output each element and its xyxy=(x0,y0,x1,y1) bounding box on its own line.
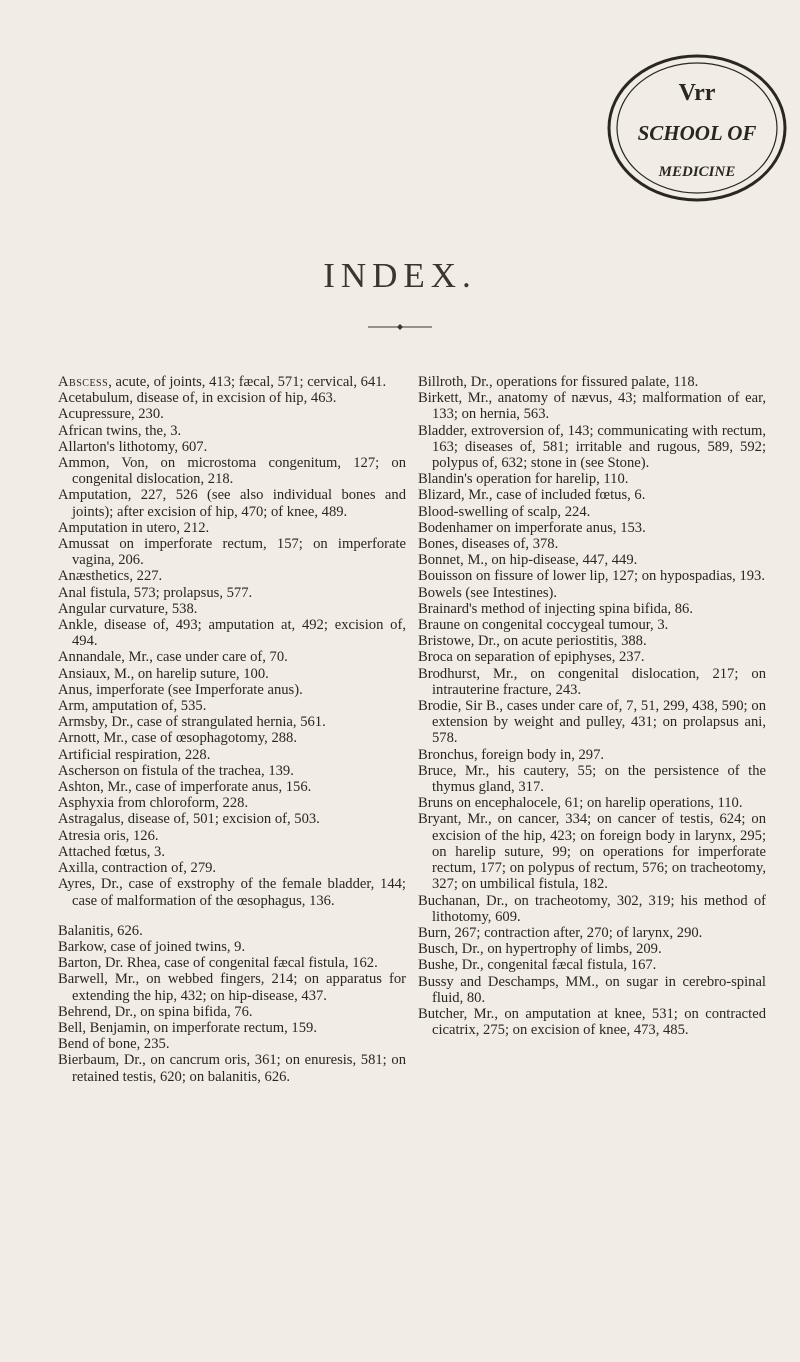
index-entry: Blizard, Mr., case of included fœtus, 6. xyxy=(418,487,646,504)
index-entry: Astragalus, disease of, 501; excision of, 503. xyxy=(58,811,320,828)
index-entry: Armsby, Dr., case of strangulated hernia, 561. xyxy=(58,714,326,731)
index-entry: Bruce, Mr., his cautery, 55; on the persistence of the thymus gland, 317. xyxy=(418,762,766,796)
index-entry: Balanitis, 626. xyxy=(58,922,143,939)
index-entry: Ashton, Mr., case of imperforate anus, 156. xyxy=(58,779,312,796)
index-entry: Amputation in utero, 212. xyxy=(58,519,210,536)
index-entry: Angular curvature, 538. xyxy=(58,600,198,617)
index-entry: Ankle, disease of, 493; amputation at, 492; excision of, 494. xyxy=(58,617,406,650)
stamp-text-middle: SCHOOL OF xyxy=(637,121,757,145)
index-entry: Annandale, Mr., case under care of, 70. xyxy=(58,649,288,666)
index-entry: Behrend, Dr., on spina bifida, 76. xyxy=(58,1003,253,1020)
index-entry: Asphyxia from chloroform, 228. xyxy=(58,795,249,812)
index-entry: Acetabulum, disease of, in excision of hip, 463. xyxy=(58,390,337,407)
index-entry: Ayres, Dr., case of exstrophy of the female bladder, 144; case of malformation of the œsophagus, 136. xyxy=(58,876,406,909)
index-entry: Atresia oris, 126. xyxy=(58,827,159,844)
index-entry: Amussat on imperforate rectum, 157; on imperforate vagina, 206. xyxy=(58,536,406,569)
index-entry: Bladder, extroversion of, 143; communicating with rectum, 163; diseases of, 581; irritable and rugous, 589, 592; polypus of, 632; stone in (see Stone). xyxy=(418,422,766,472)
index-entry: Acupressure, 230. xyxy=(58,406,164,423)
index-entry: Allarton's lithotomy, 607. xyxy=(58,438,208,455)
index-entry: Ansiaux, M., on harelip suture, 100. xyxy=(58,665,269,682)
index-entry: Ammon, Von, on microstoma congenitum, 127; on congenital dislocation, 218. xyxy=(58,455,406,488)
index-entry: Bronchus, foreign body in, 297. xyxy=(418,746,605,763)
index-entry: Burn, 267; contraction after, 270; of larynx, 290. xyxy=(418,924,703,941)
index-entry: Billroth, Dr., operations for fissured palate, 118. xyxy=(418,374,699,390)
stamp-text-top: Vrr xyxy=(678,80,716,106)
index-entry: Anæsthetics, 227. xyxy=(58,568,163,585)
index-entry: Bruns on encephalocele, 61; on harelip operations, 110. xyxy=(418,795,743,812)
index-entry: Buchanan, Dr., on tracheotomy, 302, 319; his method of lithotomy, 609. xyxy=(418,892,766,925)
index-entry: Axilla, contraction of, 279. xyxy=(58,860,217,877)
index-entry: Bierbaum, Dr., on cancrum oris, 361; on enuresis, 581; on retained testis, 620; on balanitis, 626. xyxy=(58,1052,406,1085)
index-entry: Arnott, Mr., case of œsophagotomy, 288. xyxy=(58,730,298,747)
stamp-text-bottom: MEDICINE xyxy=(658,164,736,180)
index-entry: Amputation, 227, 526 (see also individual bones and joints); after excision of hip, 470; of knee, 489. xyxy=(58,487,406,520)
library-stamp xyxy=(606,52,788,204)
page-title: INDEX. xyxy=(323,256,477,295)
index-entry: Bend of bone, 235. xyxy=(58,1036,170,1053)
index-entry: Anal fistula, 573; prolapsus, 577. xyxy=(58,584,253,601)
index-entry: Brainard's method of injecting spina bifida, 86. xyxy=(418,600,693,617)
index-entry: Bowels (see Intestines). xyxy=(418,584,558,601)
index-entry: Barton, Dr. Rhea, case of congenital fæcal fistula, 162. xyxy=(58,955,378,972)
index-entry: Butcher, Mr., on amputation at knee, 531; on contracted cicatrix, 275; on excision of knee, 473, 485. xyxy=(418,1005,766,1039)
index-column-right xyxy=(418,374,766,1038)
index-entry: Bones, diseases of, 378. xyxy=(418,536,559,553)
index-entry: Artificial respiration, 228. xyxy=(58,746,211,763)
index-entry: Bouisson on fissure of lower lip, 127; on hypospadias, 193. xyxy=(418,568,765,585)
title-divider xyxy=(368,318,432,326)
index-entry: Bristowe, Dr., on acute periostitis, 388. xyxy=(418,633,647,650)
index-entry: African twins, the, 3. xyxy=(58,422,182,439)
index-entry: Bell, Benjamin, on imperforate rectum, 159. xyxy=(58,1019,317,1036)
index-entry: Braune on congenital coccygeal tumour, 3. xyxy=(418,617,669,634)
index-entry: Broca on separation of epiphyses, 237. xyxy=(418,649,645,666)
index-entry: Bushe, Dr., congenital fæcal fistula, 167. xyxy=(418,957,657,974)
index-entry: Brodie, Sir B., cases under care of, 7, 51, 299, 438, 590; on extension by weight and pulley, 431; on prolapsus ani, 578. xyxy=(418,698,766,747)
index-entry: Birkett, Mr., anatomy of nævus, 43; malformation of ear, 133; on hernia, 563. xyxy=(418,390,766,423)
index-entry: Anus, imperforate (see Imperforate anus). xyxy=(58,681,303,698)
index-column-left xyxy=(58,374,406,1085)
index-entry: Attached fœtus, 3. xyxy=(58,843,165,860)
index-entry: Bussy and Deschamps, MM., on sugar in cerebro-spinal fluid, 80. xyxy=(418,973,766,1006)
index-entry: Ascherson on fistula of the trachea, 139. xyxy=(58,762,294,779)
index-entry: Barkow, case of joined twins, 9. xyxy=(58,938,246,955)
index-entry: Bodenhamer on imperforate anus, 153. xyxy=(418,519,646,536)
index-entry: Busch, Dr., on hypertrophy of limbs, 209. xyxy=(418,941,662,958)
first-entry-headword: Abscess xyxy=(58,374,109,390)
index-entry: Barwell, Mr., on webbed fingers, 214; on apparatus for extending the hip, 432; on hip-disease, 437. xyxy=(58,971,406,1004)
index-entry: Brodhurst, Mr., on congenital dislocation, 217; on intrauterine fracture, 243. xyxy=(418,665,766,698)
index-entry: Arm, amputation of, 535. xyxy=(58,698,207,715)
index-entry: Abscess, acute, of joints, 413; fæcal, 571; cervical, 641. xyxy=(58,374,387,390)
index-entry: Bonnet, M., on hip-disease, 447, 449. xyxy=(418,552,638,569)
index-entry: Bryant, Mr., on cancer, 334; on cancer of testis, 624; on excision of the hip, 423; on foreign body in larynx, 295; on harelip suture, 99; on operations for imperforate rectum, 177; on polypus of rectum, 576; on tracheotomy, 327; on umbilical fistula, 182. xyxy=(418,811,766,893)
index-entry: Blood-swelling of scalp, 224. xyxy=(418,503,591,520)
index-entry: Blandin's operation for harelip, 110. xyxy=(418,471,629,488)
library-stamp-graphic xyxy=(606,52,788,204)
